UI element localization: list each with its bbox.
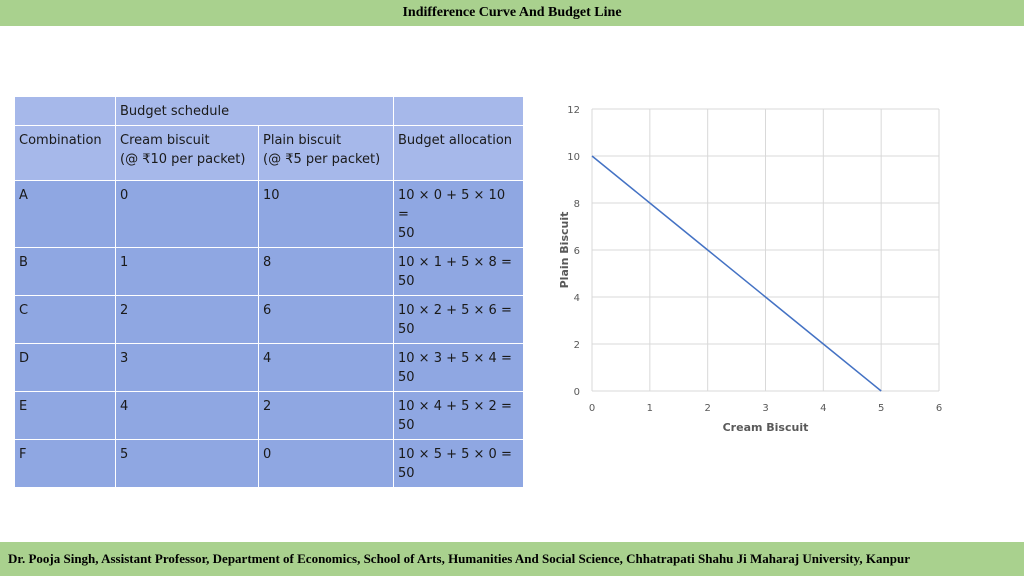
plain-cell: 6 <box>259 296 394 344</box>
combination-cell: C <box>15 296 116 344</box>
cream-cell: 4 <box>116 392 259 440</box>
cream-cell: 5 <box>116 440 259 488</box>
budget-schedule-header: Budget schedule <box>116 97 394 126</box>
cream-cell: 2 <box>116 296 259 344</box>
x-tick-label: 4 <box>820 403 827 414</box>
y-tick-label: 8 <box>573 199 580 210</box>
budget-line-chart <box>550 90 960 440</box>
cream-cell: 1 <box>116 248 259 296</box>
slide-title: Indifference Curve And Budget Line <box>0 0 1024 26</box>
cream-cell: 3 <box>116 344 259 392</box>
x-tick-label: 3 <box>762 403 769 414</box>
combination-cell: E <box>15 392 116 440</box>
x-tick-label: 5 <box>877 403 885 414</box>
cream-biscuit-column-header <box>116 126 259 181</box>
cream-cell: 0 <box>116 181 259 248</box>
x-tick-label: 1 <box>646 403 654 414</box>
table-row <box>15 248 524 296</box>
allocation-cell: 10 × 1 + 5 × 8 = 50 <box>394 248 524 296</box>
allocation-cell: 10 × 3 + 5 × 4 = 50 <box>394 344 524 392</box>
plain-cell: 10 <box>259 181 394 248</box>
y-tick-label: 4 <box>573 293 580 304</box>
y-tick-label: 0 <box>573 387 580 398</box>
y-tick-label: 10 <box>567 152 580 163</box>
y-tick-label: 6 <box>573 246 580 257</box>
budget-line-series <box>592 156 881 391</box>
plain-cell: 4 <box>259 344 394 392</box>
y-axis-label: Plain Biscuit <box>558 211 571 289</box>
x-tick-label: 2 <box>704 403 711 414</box>
plain-biscuit-column-header <box>259 126 394 181</box>
cream-biscuit-price: (@ ₹10 per packet) <box>120 152 246 167</box>
table-header-empty-cell <box>394 97 524 126</box>
table-group-header-row <box>15 97 524 126</box>
budget-allocation-column-header: Budget allocation <box>394 126 524 181</box>
combination-column-header: Combination <box>15 126 116 181</box>
table-row <box>15 344 524 392</box>
table-row <box>15 440 524 488</box>
y-tick-label: 2 <box>573 340 580 351</box>
allocation-cell: 10 × 5 + 5 × 0 = 50 <box>394 440 524 488</box>
y-tick-label: 12 <box>567 105 580 116</box>
table-row <box>15 181 524 248</box>
table-row <box>15 296 524 344</box>
plain-cell: 8 <box>259 248 394 296</box>
table-header-empty-cell <box>15 97 116 126</box>
cream-biscuit-label: Cream biscuit <box>120 133 210 148</box>
combination-cell: F <box>15 440 116 488</box>
allocation-cell: 10 × 4 + 5 × 2 = 50 <box>394 392 524 440</box>
plain-biscuit-price: (@ ₹5 per packet) <box>263 152 381 167</box>
plain-biscuit-label: Plain biscuit <box>263 133 342 148</box>
slide-footer: Dr. Pooja Singh, Assistant Professor, Department of Economics, School of Arts, Humanities And Social Science, Chhatrapati Shahu Ji Maharaj University, Kanpur <box>0 542 1024 576</box>
x-tick-label: 6 <box>935 403 943 414</box>
budget-schedule-table <box>14 96 524 488</box>
x-axis-label: Cream Biscuit <box>722 421 809 434</box>
allocation-cell <box>394 181 524 248</box>
table-row <box>15 392 524 440</box>
table-column-header-row <box>15 126 524 181</box>
allocation-text-cont: 50 <box>398 226 415 241</box>
x-tick-label: 0 <box>588 403 596 414</box>
combination-cell: A <box>15 181 116 248</box>
plain-cell: 0 <box>259 440 394 488</box>
combination-cell: B <box>15 248 116 296</box>
plain-cell: 2 <box>259 392 394 440</box>
allocation-cell: 10 × 2 + 5 × 6 = 50 <box>394 296 524 344</box>
combination-cell: D <box>15 344 116 392</box>
allocation-text: 10 × 0 + 5 × 10 = <box>398 188 506 222</box>
